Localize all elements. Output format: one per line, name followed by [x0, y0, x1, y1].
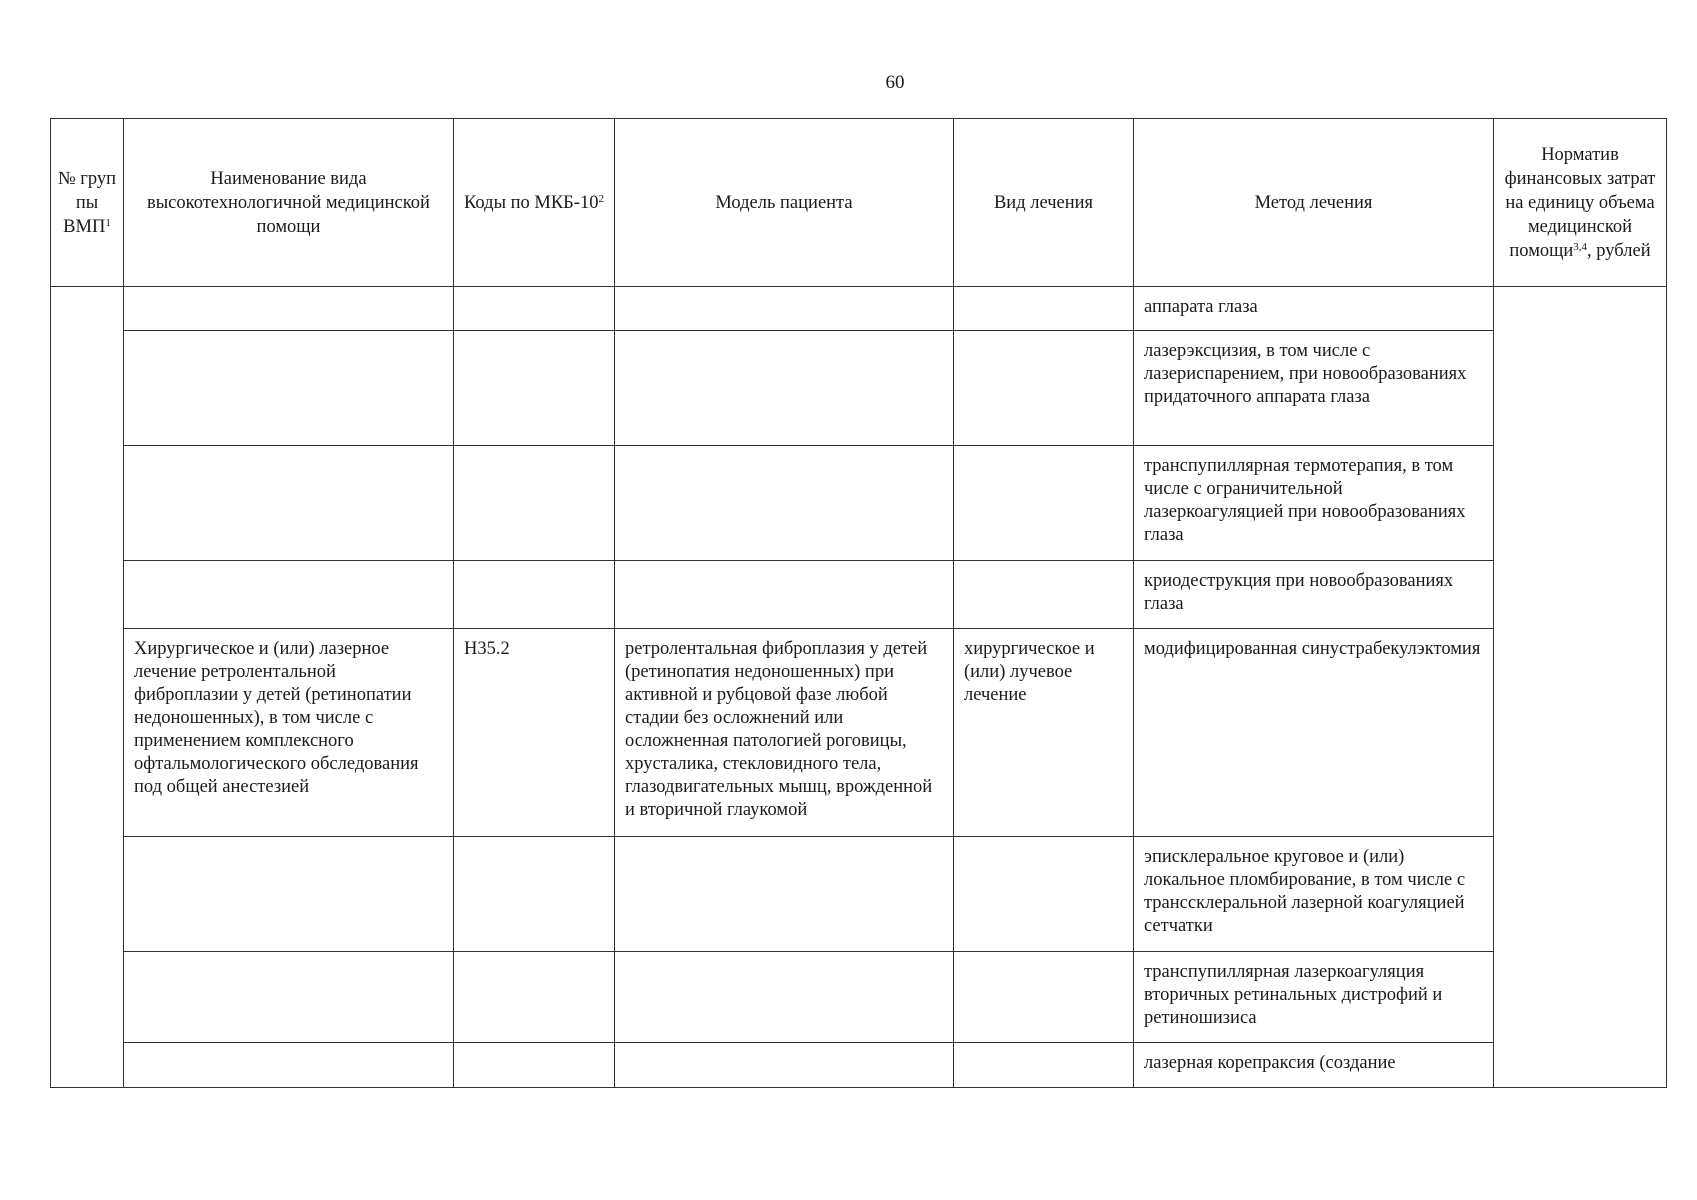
header-group-no: № груп пы ВМП$^1$: [51, 119, 124, 287]
codes-cell: [454, 837, 615, 952]
type-cell: [954, 331, 1134, 446]
header-treatment-method: Метод лечения: [1134, 119, 1494, 287]
model-cell: [615, 1043, 954, 1088]
method-cell: криодеструкция при новообразованиях глаза: [1134, 561, 1494, 629]
model-cell: ретролентальная фиброплазия у детей (ретинопатия недоношенных) при активной и рубцовой фазе любой стадии без осложнений или осложненная патологией роговицы, хрусталика, стекловидного тела, глазодвигательных мышц, врожденной и вторичной глаукомой: [615, 629, 954, 837]
codes-cell: [454, 561, 615, 629]
model-cell: [615, 287, 954, 331]
header-name: Наименование вида высокотехнологичной медицинской помощи: [124, 119, 454, 287]
table-row: [51, 331, 1667, 446]
codes-cell: H35.2: [454, 629, 615, 837]
type-cell: [954, 446, 1134, 561]
model-cell: [615, 446, 954, 561]
table-row: [51, 629, 1667, 837]
table-row: [51, 952, 1667, 1043]
type-cell: [954, 1043, 1134, 1088]
codes-cell: [454, 287, 615, 331]
method-cell: модифицированная синустрабекулэктомия: [1134, 629, 1494, 837]
table-row: [51, 1043, 1667, 1088]
norm-cell: [1494, 287, 1667, 1088]
name-cell: [124, 446, 454, 561]
name-cell: [124, 837, 454, 952]
type-cell: [954, 287, 1134, 331]
type-cell: [954, 561, 1134, 629]
group-no-cell: [51, 287, 124, 1088]
header-norm: Норматив финансовых затрат на единицу объема медицинской помощи$^{3,4}$, рублей: [1494, 119, 1667, 287]
codes-cell: [454, 952, 615, 1043]
name-cell: [124, 287, 454, 331]
method-cell: аппарата глаза: [1134, 287, 1494, 331]
header-treatment-type: Вид лечения: [954, 119, 1134, 287]
method-cell: лазерэксцизия, в том числе с лазериспарением, при новообразованиях придаточного аппарата глаза: [1134, 331, 1494, 446]
name-cell: Хирургическое и (или) лазерное лечение ретролентальной фиброплазии у детей (ретинопатии недоношенных), в том числе с применением комплексного офтальмологического обследования под общей анестезией: [124, 629, 454, 837]
header-codes: Коды по МКБ-$10^2$: [454, 119, 615, 287]
type-cell: [954, 952, 1134, 1043]
type-cell: [954, 837, 1134, 952]
vmp-table: [50, 118, 1667, 1088]
codes-cell: [454, 1043, 615, 1088]
table-header-row: [51, 119, 1667, 287]
codes-cell: [454, 446, 615, 561]
model-cell: [615, 837, 954, 952]
model-cell: [615, 952, 954, 1043]
table-row: [51, 446, 1667, 561]
model-cell: [615, 561, 954, 629]
codes-cell: [454, 331, 615, 446]
header-patient-model: Модель пациента: [615, 119, 954, 287]
name-cell: [124, 952, 454, 1043]
name-cell: [124, 561, 454, 629]
name-cell: [124, 1043, 454, 1088]
page-number: 60: [885, 72, 905, 93]
method-cell: транспупиллярная термотерапия, в том числе с ограничительной лазеркоагуляцией при новообразованиях глаза: [1134, 446, 1494, 561]
method-cell: транспупиллярная лазеркоагуляция вторичных ретинальных дистрофий и ретиношизиса: [1134, 952, 1494, 1043]
method-cell: лазерная корепраксия (создание: [1134, 1043, 1494, 1088]
type-cell: хирургическое и (или) лучевое лечение: [954, 629, 1134, 837]
model-cell: [615, 331, 954, 446]
table-row: [51, 287, 1667, 331]
table-row: [51, 837, 1667, 952]
name-cell: [124, 331, 454, 446]
method-cell: эписклеральное круговое и (или) локальное пломбирование, в том числе с транссклеральной лазерной коагуляцией сетчатки: [1134, 837, 1494, 952]
table-row: [51, 561, 1667, 629]
